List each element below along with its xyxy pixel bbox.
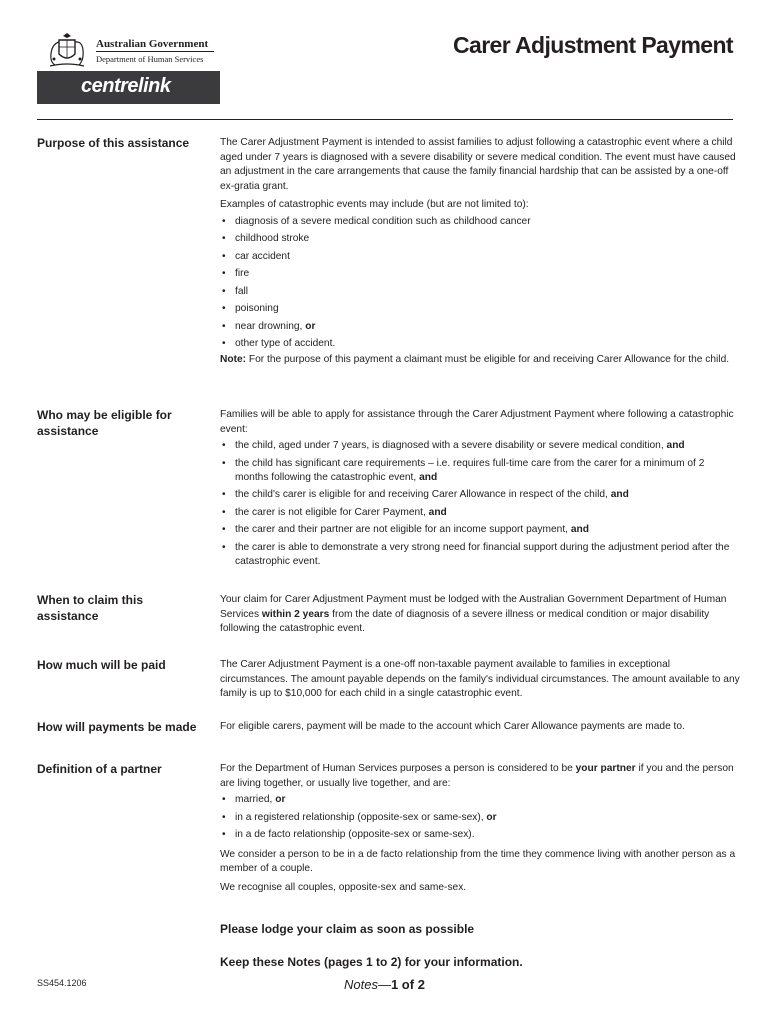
heading-eligible: Who may be eligible for assistance	[37, 408, 172, 438]
page-number: Notes—1 of 2	[344, 977, 425, 992]
government-name: Australian Government	[96, 38, 209, 50]
list-item: • the carer is able to demonstrate a very strong need for financial support during the adjustment period after the catastrophic event.	[220, 541, 740, 570]
keep-notes-reminder: Keep these Notes (pages 1 to 2) for your information.	[220, 955, 523, 969]
when-text: Your claim for Carer Adjustment Payment must be lodged with the Australian Government Department of Human Services within 2 years from the date of diagnosis of a severe illness or medical condition or major disability following the catastrophic event.	[220, 594, 727, 635]
list-item: • childhood stroke	[220, 230, 740, 248]
partner-intro: For the Department of Human Services purposes a person is considered to be your partner if you and the person are living together, or usually live together, and are:	[220, 763, 734, 789]
brand-name: centrelink	[81, 75, 171, 97]
section-how-much	[220, 658, 740, 702]
form-code: SS454.1206	[37, 978, 87, 988]
payments-text: For eligible carers, payment will be made to the account which Carer Allowance payments are made to.	[220, 721, 685, 732]
defacto-text: We consider a person to be in a de facto relationship from the time they commence living with another person as a member of a couple.	[220, 848, 736, 875]
list-item: • fall	[220, 283, 740, 301]
purpose-note: Note: For the purpose of this payment a claimant must be eligible for and receiving Carer Allowance for the child.	[220, 353, 730, 365]
header-divider	[37, 119, 733, 120]
list-item: • the child, aged under 7 years, is diagnosed with a severe disability or severe medical condition, and	[220, 439, 740, 454]
page-title: Carer Adjustment Payment	[453, 32, 733, 58]
list-item: • near drowning, or	[220, 318, 740, 336]
list-item: • the child's carer is eligible for and receiving Carer Allowance in respect of the child, and	[220, 488, 740, 503]
eligible-intro: Families will be able to apply for assistance through the Carer Adjustment Payment where following a catastrophic event:	[220, 409, 734, 435]
heading-payments: How will payments be made	[37, 720, 197, 734]
lodge-reminder: Please lodge your claim as soon as possible	[220, 922, 475, 936]
list-item: • in a de facto relationship (opposite-sex or same-sex).	[220, 826, 740, 844]
list-item: • other type of accident.	[220, 335, 740, 353]
coat-of-arms-icon	[46, 32, 88, 70]
list-item: • the carer and their partner are not eligible for an income support payment, and	[220, 523, 740, 538]
heading-partner: Definition of a partner	[37, 762, 162, 776]
conditions-list	[220, 439, 740, 569]
section-when	[220, 593, 740, 637]
examples-intro: Examples of catastrophic events may include (but are not limited to):	[220, 199, 529, 211]
department-name: Department of Human Services	[96, 54, 204, 64]
section-payments	[220, 720, 740, 735]
list-item: • the carer is not eligible for Carer Payment, and	[220, 506, 740, 521]
heading-when: When to claim this assistance	[37, 593, 144, 623]
section-eligible	[220, 408, 740, 573]
section-purpose	[220, 136, 740, 368]
list-item: • the child has significant care requirements – i.e. requires full-time care from the carer for a minimum of 2 months following the catastrophic event, and	[220, 457, 740, 486]
list-item: • diagnosis of a severe medical condition such as childhood cancer	[220, 213, 740, 231]
how-much-text: The Carer Adjustment Payment is a one-off non-taxable payment available to families in exceptional circumstances. The amount payable depends on the family's individual circumstances. The amount available to any family is up to $10,000 for each child in a single catastrophic event.	[220, 659, 740, 700]
purpose-intro: The Carer Adjustment Payment is intended to assist families to adjust following a catastrophic event where a child aged under 7 years is diagnosed with a severe disability or severe medical condition. The event must have caused an adjustment in the care arrangements that cause the family financial hardship that can be assisted by a one-off ex-gratia grant.	[220, 137, 736, 192]
logo-divider	[96, 51, 214, 52]
government-logo	[46, 32, 216, 72]
examples-list	[220, 213, 740, 353]
partner-list	[220, 791, 740, 844]
heading-how-much: How much will be paid	[37, 658, 166, 672]
heading-purpose: Purpose of this assistance	[37, 136, 190, 150]
section-partner	[220, 762, 740, 895]
list-item: • in a registered relationship (opposite-sex or same-sex), or	[220, 809, 740, 827]
list-item: • fire	[220, 265, 740, 283]
recognise-text: We recognise all couples, opposite-sex and same-sex.	[220, 881, 467, 893]
list-item: • married, or	[220, 791, 740, 809]
centrelink-brand-bar	[37, 71, 220, 104]
list-item: • poisoning	[220, 300, 740, 318]
list-item: • car accident	[220, 248, 740, 266]
